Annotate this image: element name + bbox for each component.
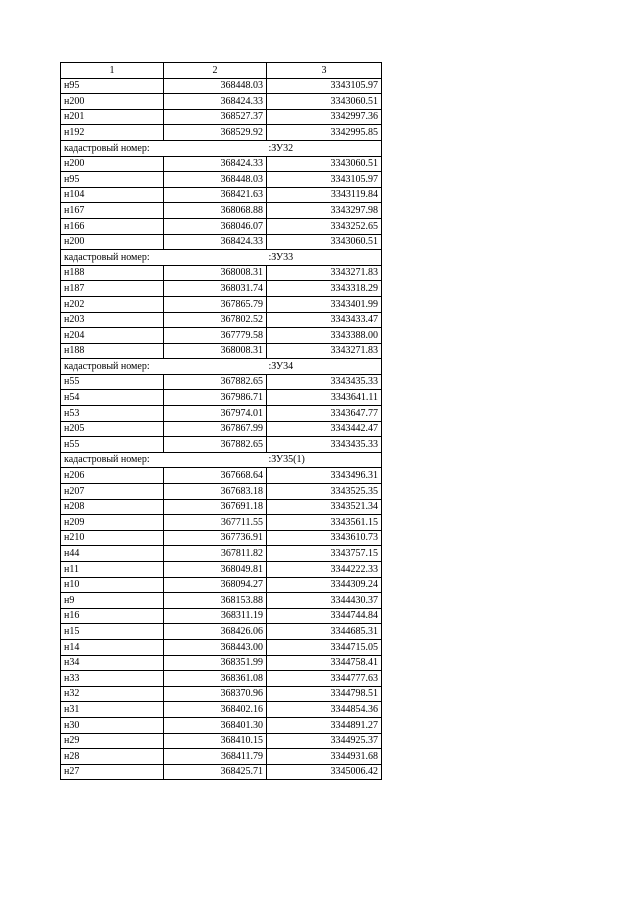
y-coordinate-cell: 3343435.33 <box>267 374 382 390</box>
table-row <box>61 218 382 234</box>
y-coordinate-cell: 3343610.73 <box>267 530 382 546</box>
point-id-cell: н200 <box>61 94 164 110</box>
x-coordinate-cell: 367867.99 <box>164 421 267 437</box>
table-row <box>61 530 382 546</box>
y-coordinate-cell: 3344891.27 <box>267 717 382 733</box>
x-coordinate-cell: 367668.64 <box>164 468 267 484</box>
point-id-cell: н55 <box>61 437 164 453</box>
y-coordinate-cell: 3344309.24 <box>267 577 382 593</box>
point-id-cell: н32 <box>61 686 164 702</box>
x-coordinate-cell: 368425.71 <box>164 764 267 780</box>
column-header-1: 1 <box>61 63 164 79</box>
x-coordinate-cell: 368448.03 <box>164 172 267 188</box>
point-id-cell: н104 <box>61 187 164 203</box>
cadastral-number-value: :ЗУ35(1) <box>267 452 382 468</box>
table-row <box>61 125 382 141</box>
table-body <box>61 78 382 780</box>
table-row <box>61 764 382 780</box>
y-coordinate-cell: 3343060.51 <box>267 94 382 110</box>
point-id-cell: н16 <box>61 608 164 624</box>
table-row <box>61 421 382 437</box>
x-coordinate-cell: 367802.52 <box>164 312 267 328</box>
x-coordinate-cell: 367974.01 <box>164 406 267 422</box>
point-id-cell: н27 <box>61 764 164 780</box>
point-id-cell: н54 <box>61 390 164 406</box>
y-coordinate-cell: 3343060.51 <box>267 156 382 172</box>
table-row <box>61 109 382 125</box>
point-id-cell: н166 <box>61 218 164 234</box>
y-coordinate-cell: 3344777.63 <box>267 671 382 687</box>
cadastral-number-label: кадастровый номер: <box>61 140 267 156</box>
x-coordinate-cell: 368311.19 <box>164 608 267 624</box>
y-coordinate-cell: 3343757.15 <box>267 546 382 562</box>
y-coordinate-cell: 3344744.84 <box>267 608 382 624</box>
point-id-cell: н202 <box>61 296 164 312</box>
table-row <box>61 296 382 312</box>
table-row <box>61 702 382 718</box>
cadastral-number-row <box>61 140 382 156</box>
y-coordinate-cell: 3343521.34 <box>267 499 382 515</box>
table-row <box>61 546 382 562</box>
point-id-cell: н188 <box>61 265 164 281</box>
point-id-cell: н201 <box>61 109 164 125</box>
table-row <box>61 671 382 687</box>
x-coordinate-cell: 368008.31 <box>164 265 267 281</box>
point-id-cell: н53 <box>61 406 164 422</box>
x-coordinate-cell: 368424.33 <box>164 94 267 110</box>
point-id-cell: н204 <box>61 328 164 344</box>
x-coordinate-cell: 368443.00 <box>164 639 267 655</box>
point-id-cell: н203 <box>61 312 164 328</box>
point-id-cell: н10 <box>61 577 164 593</box>
y-coordinate-cell: 3343401.99 <box>267 296 382 312</box>
point-id-cell: н33 <box>61 671 164 687</box>
y-coordinate-cell: 3345006.42 <box>267 764 382 780</box>
x-coordinate-cell: 368402.16 <box>164 702 267 718</box>
x-coordinate-cell: 367691.18 <box>164 499 267 515</box>
x-coordinate-cell: 368529.92 <box>164 125 267 141</box>
table-row <box>61 624 382 640</box>
table-row <box>61 78 382 94</box>
x-coordinate-cell: 367865.79 <box>164 296 267 312</box>
point-id-cell: н95 <box>61 172 164 188</box>
y-coordinate-cell: 3343433.47 <box>267 312 382 328</box>
y-coordinate-cell: 3344931.68 <box>267 749 382 765</box>
y-coordinate-cell: 3344715.05 <box>267 639 382 655</box>
coordinates-table <box>60 62 382 780</box>
y-coordinate-cell: 3343525.35 <box>267 484 382 500</box>
cadastral-number-row <box>61 452 382 468</box>
table-row <box>61 437 382 453</box>
y-coordinate-cell: 3342997.36 <box>267 109 382 125</box>
x-coordinate-cell: 368410.15 <box>164 733 267 749</box>
x-coordinate-cell: 368153.88 <box>164 593 267 609</box>
table-row <box>61 172 382 188</box>
x-coordinate-cell: 368411.79 <box>164 749 267 765</box>
y-coordinate-cell: 3343119.84 <box>267 187 382 203</box>
y-coordinate-cell: 3344685.31 <box>267 624 382 640</box>
y-coordinate-cell: 3344430.37 <box>267 593 382 609</box>
y-coordinate-cell: 3344758.41 <box>267 655 382 671</box>
point-id-cell: н200 <box>61 156 164 172</box>
point-id-cell: н206 <box>61 468 164 484</box>
table-row <box>61 328 382 344</box>
y-coordinate-cell: 3343647.77 <box>267 406 382 422</box>
x-coordinate-cell: 368426.06 <box>164 624 267 640</box>
y-coordinate-cell: 3343561.15 <box>267 515 382 531</box>
x-coordinate-cell: 367683.18 <box>164 484 267 500</box>
x-coordinate-cell: 367811.82 <box>164 546 267 562</box>
x-coordinate-cell: 367736.91 <box>164 530 267 546</box>
y-coordinate-cell: 3343105.97 <box>267 172 382 188</box>
table-row <box>61 717 382 733</box>
table-row <box>61 499 382 515</box>
x-coordinate-cell: 368448.03 <box>164 78 267 94</box>
y-coordinate-cell: 3342995.85 <box>267 125 382 141</box>
y-coordinate-cell: 3344798.51 <box>267 686 382 702</box>
y-coordinate-cell: 3343641.11 <box>267 390 382 406</box>
table-row <box>61 468 382 484</box>
point-id-cell: н187 <box>61 281 164 297</box>
y-coordinate-cell: 3343271.83 <box>267 343 382 359</box>
point-id-cell: н207 <box>61 484 164 500</box>
table-row <box>61 156 382 172</box>
point-id-cell: н188 <box>61 343 164 359</box>
point-id-cell: н192 <box>61 125 164 141</box>
x-coordinate-cell: 368046.07 <box>164 218 267 234</box>
point-id-cell: н14 <box>61 639 164 655</box>
y-coordinate-cell: 3343060.51 <box>267 234 382 250</box>
y-coordinate-cell: 3343442.47 <box>267 421 382 437</box>
table-row <box>61 312 382 328</box>
table-row <box>61 686 382 702</box>
column-header-2: 2 <box>164 63 267 79</box>
cadastral-number-value: :ЗУ33 <box>267 250 382 266</box>
x-coordinate-cell: 368421.63 <box>164 187 267 203</box>
cadastral-number-label: кадастровый номер: <box>61 359 267 375</box>
x-coordinate-cell: 368068.88 <box>164 203 267 219</box>
table-row <box>61 608 382 624</box>
table-row <box>61 733 382 749</box>
point-id-cell: н30 <box>61 717 164 733</box>
y-coordinate-cell: 3343388.00 <box>267 328 382 344</box>
column-header-3: 3 <box>267 63 382 79</box>
table-row <box>61 749 382 765</box>
table-row <box>61 406 382 422</box>
point-id-cell: н209 <box>61 515 164 531</box>
y-coordinate-cell: 3343318.29 <box>267 281 382 297</box>
y-coordinate-cell: 3343271.83 <box>267 265 382 281</box>
x-coordinate-cell: 368351.99 <box>164 655 267 671</box>
cadastral-number-label: кадастровый номер: <box>61 452 267 468</box>
table-row <box>61 94 382 110</box>
point-id-cell: н9 <box>61 593 164 609</box>
x-coordinate-cell: 368424.33 <box>164 156 267 172</box>
table-row <box>61 374 382 390</box>
table-row <box>61 265 382 281</box>
table-row <box>61 281 382 297</box>
point-id-cell: н210 <box>61 530 164 546</box>
y-coordinate-cell: 3344854.36 <box>267 702 382 718</box>
point-id-cell: н167 <box>61 203 164 219</box>
point-id-cell: н55 <box>61 374 164 390</box>
point-id-cell: н15 <box>61 624 164 640</box>
point-id-cell: н44 <box>61 546 164 562</box>
table-row <box>61 639 382 655</box>
x-coordinate-cell: 368031.74 <box>164 281 267 297</box>
cadastral-number-row <box>61 250 382 266</box>
x-coordinate-cell: 367986.71 <box>164 390 267 406</box>
x-coordinate-cell: 368401.30 <box>164 717 267 733</box>
y-coordinate-cell: 3343435.33 <box>267 437 382 453</box>
table-row <box>61 390 382 406</box>
table-row <box>61 187 382 203</box>
point-id-cell: н11 <box>61 562 164 578</box>
table-row <box>61 593 382 609</box>
table-row <box>61 203 382 219</box>
point-id-cell: н200 <box>61 234 164 250</box>
table-row <box>61 515 382 531</box>
y-coordinate-cell: 3343105.97 <box>267 78 382 94</box>
x-coordinate-cell: 367882.65 <box>164 437 267 453</box>
x-coordinate-cell: 368049.81 <box>164 562 267 578</box>
table-row <box>61 343 382 359</box>
point-id-cell: н205 <box>61 421 164 437</box>
y-coordinate-cell: 3344222.33 <box>267 562 382 578</box>
y-coordinate-cell: 3344925.37 <box>267 733 382 749</box>
y-coordinate-cell: 3343297.98 <box>267 203 382 219</box>
point-id-cell: н28 <box>61 749 164 765</box>
table-row <box>61 234 382 250</box>
x-coordinate-cell: 368094.27 <box>164 577 267 593</box>
point-id-cell: н29 <box>61 733 164 749</box>
table-row <box>61 484 382 500</box>
x-coordinate-cell: 368370.96 <box>164 686 267 702</box>
x-coordinate-cell: 368527.37 <box>164 109 267 125</box>
x-coordinate-cell: 368361.08 <box>164 671 267 687</box>
table-row <box>61 655 382 671</box>
x-coordinate-cell: 368424.33 <box>164 234 267 250</box>
point-id-cell: н34 <box>61 655 164 671</box>
cadastral-number-label: кадастровый номер: <box>61 250 267 266</box>
table-row <box>61 577 382 593</box>
cadastral-number-value: :ЗУ34 <box>267 359 382 375</box>
point-id-cell: н95 <box>61 78 164 94</box>
x-coordinate-cell: 367882.65 <box>164 374 267 390</box>
point-id-cell: н208 <box>61 499 164 515</box>
table-row <box>61 562 382 578</box>
y-coordinate-cell: 3343252.65 <box>267 218 382 234</box>
x-coordinate-cell: 367711.55 <box>164 515 267 531</box>
cadastral-number-row <box>61 359 382 375</box>
point-id-cell: н31 <box>61 702 164 718</box>
y-coordinate-cell: 3343496.31 <box>267 468 382 484</box>
x-coordinate-cell: 367779.58 <box>164 328 267 344</box>
header-row <box>61 63 382 79</box>
cadastral-number-value: :ЗУ32 <box>267 140 382 156</box>
x-coordinate-cell: 368008.31 <box>164 343 267 359</box>
